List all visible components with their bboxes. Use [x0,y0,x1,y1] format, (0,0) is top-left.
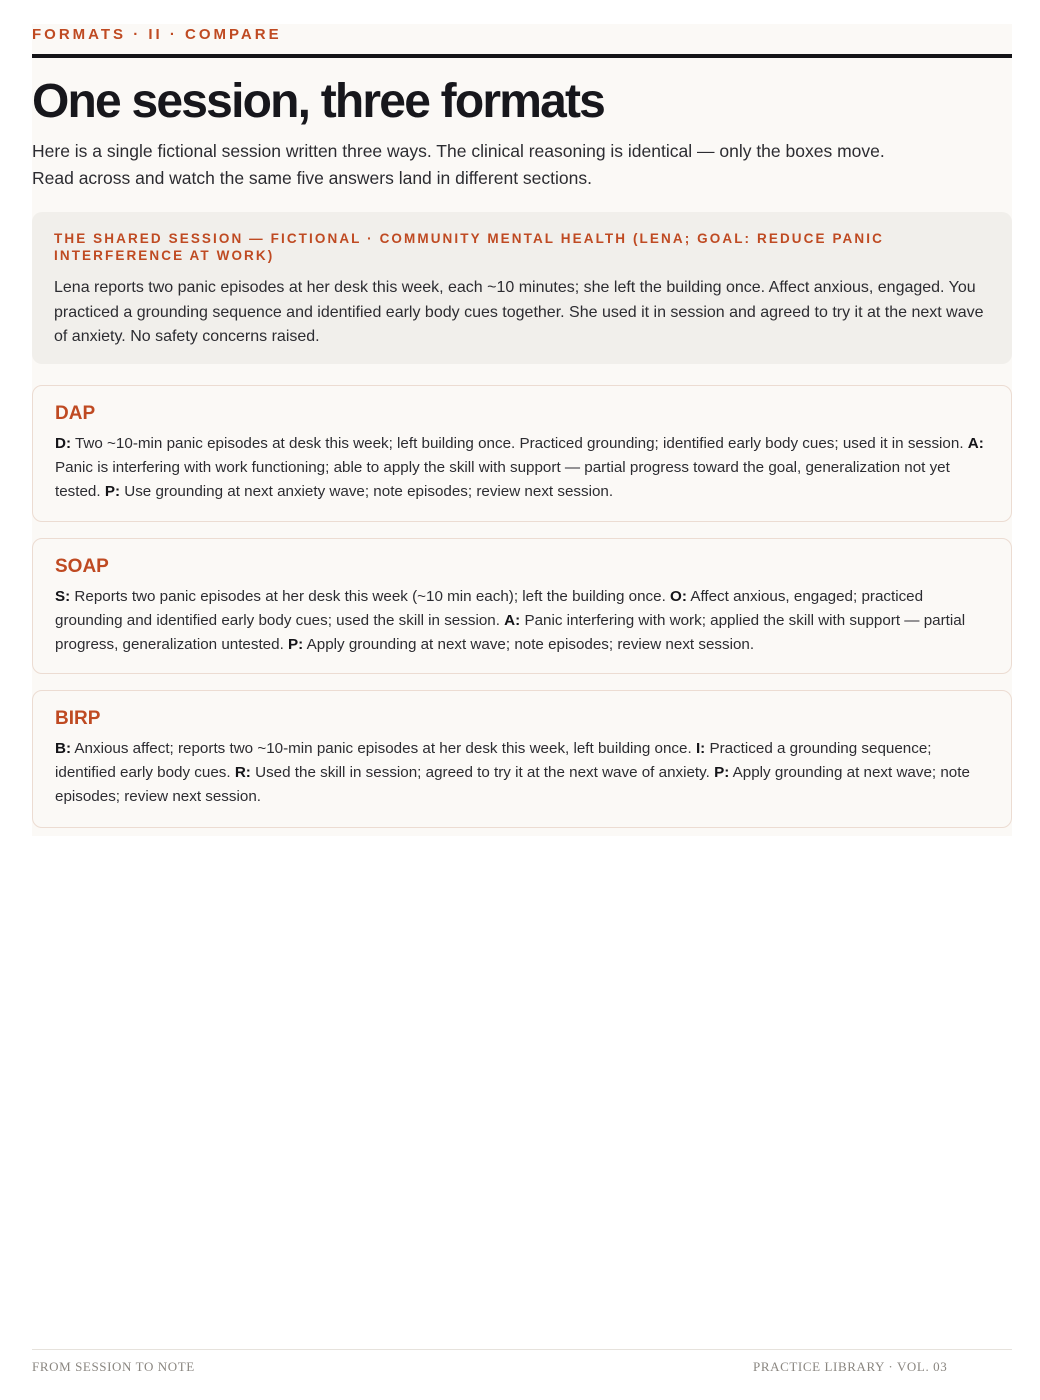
header-rule [32,54,1012,58]
format-title: BIRP [55,708,101,729]
section-text: Affect anxious, engaged; practiced grounding and identified early body cues; used the skill in session. [55,588,924,629]
section-key: D: [55,435,72,452]
shared-session-body: Lena reports two panic episodes at her desk this week, each ~10 minutes; she left the building once. Affect anxious, engaged. You practiced a grounding sequence and identified early body cues together. She used it in session and agreed to try it at the next wave of anxiety. No safety concerns raised. [54,279,984,345]
section-key: S: [55,588,71,605]
section-key: O: [670,588,687,605]
format-card-soap [32,538,1012,674]
format-card-birp [32,690,1012,828]
section-text: Use grounding at next anxiety wave; note episodes; review next session. [124,483,614,500]
section-key: I: [695,740,706,757]
section-key: P: [714,764,730,781]
section-text: Used the skill in session; agreed to try it at the next wave of anxiety. [255,764,710,781]
footer-right: PRACTICE LIBRARY · VOL. 03 [753,1359,948,1374]
format-body [55,432,989,504]
footer-left: FROM SESSION TO NOTE [32,1359,195,1374]
format-body [55,737,989,809]
format-card-dap [32,385,1012,522]
section-text: Anxious affect; reports two ~10-min panic episodes at her desk this week, left building once. [74,740,692,757]
intro-paragraph: Here is a single fictional session written three ways. The clinical reasoning is identical — only the boxes move. Read across and watch the same five answers land in different sections. [32,141,885,188]
section-key: R: [234,764,251,781]
shared-session-heading: THE SHARED SESSION — FICTIONAL · COMMUNITY MENTAL HEALTH (LENA; GOAL: REDUCE PANIC INTERFERENCE AT WORK) [54,231,884,263]
section-text: Panic interfering with work; applied the skill with support — partial progress, generalization untested. [55,612,966,653]
format-title: SOAP [55,556,109,577]
format-title: DAP [55,403,96,424]
section-key: P: [104,483,121,500]
section-text: Panic is interfering with work functioning; able to apply the skill with support — partial progress toward the goal, generalization not yet tested. [55,459,950,500]
section-key: A: [967,435,984,452]
page-title: One session, three formats [32,75,605,128]
section-key: B: [55,740,72,757]
format-body [55,585,989,657]
shared-session-box [32,212,1012,364]
section-text: Two ~10-min panic episodes at desk this week; left building once. Practiced grounding; identified early body cues; used it in session. [74,435,964,452]
section-text: Practiced a grounding sequence; identified early body cues. [55,740,932,781]
section-text: Apply grounding at next wave; note episodes; review next session. [306,636,755,653]
section-text: Reports two panic episodes at her desk this week (~10 min each); left the building once. [74,588,666,605]
section-text: Apply grounding at next wave; note episodes; review next session. [55,764,970,805]
section-key: P: [288,636,304,653]
footer-rule [32,1349,1012,1350]
section-key: A: [504,612,521,629]
section-eyebrow: FORMATS · II · COMPARE [32,26,282,43]
